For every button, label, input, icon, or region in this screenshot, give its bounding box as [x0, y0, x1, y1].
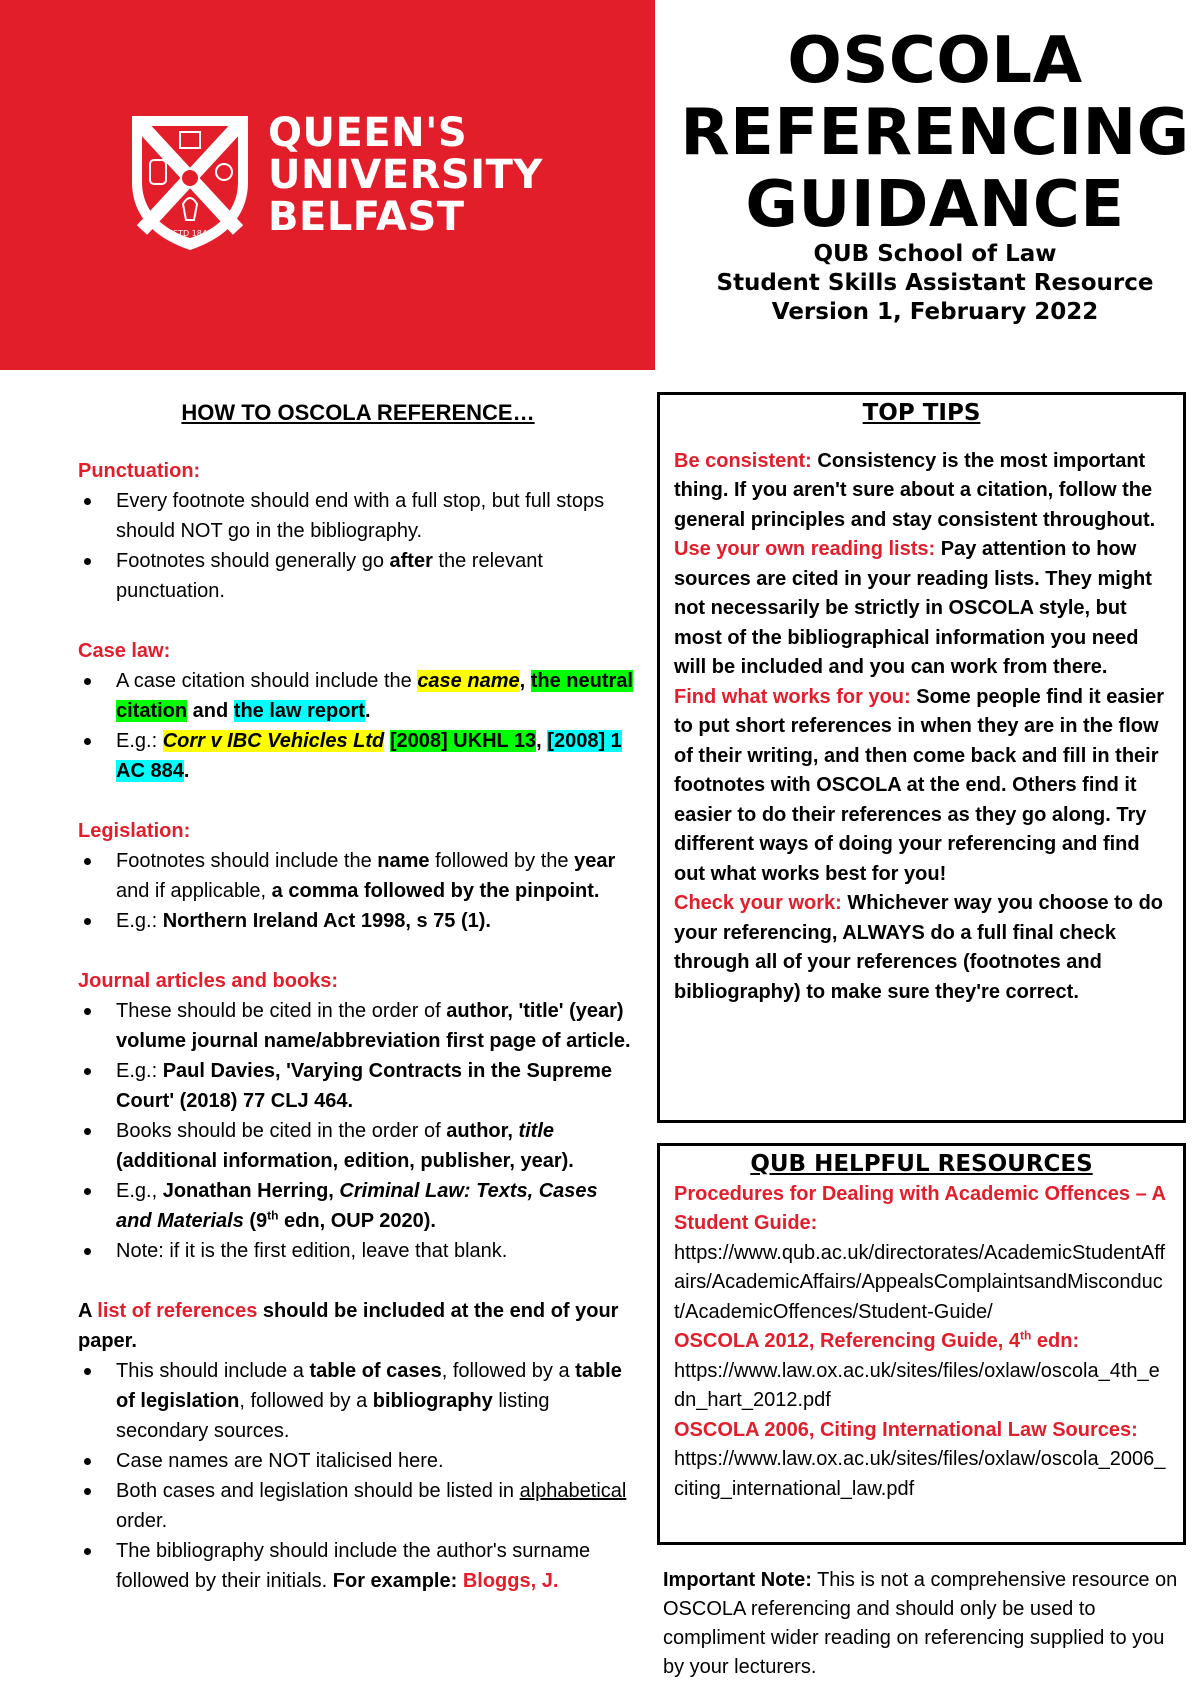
- header-banner: [0, 0, 655, 370]
- important-note: Important Note: This is not a comprehensive resource on OSCOLA referencing and should only be used to compliment wider reading on referencing supplied to you by your lecturers.: [663, 1569, 1178, 1678]
- punctuation-list: [78, 486, 638, 606]
- page-subtitle: QUB School of Law Student Skills Assistant Resource Version 1, February 2022: [716, 241, 1154, 325]
- how-to-section: [78, 398, 638, 1596]
- page-title: OSCOLA REFERENCING GUIDANCE: [680, 24, 1190, 242]
- top-tips-content: Be consistent: Consistency is the most important thing. If you aren't sure about a citation, follow the general principles and stay consistent throughout. Use your own reading lists: Pay attention to how sources are cited in your reading lists. They might not necessarily be strictly in OSCOLA style, but most of the bibliographical information you need will be included and you can work from there. Find what works for you: Some people find it easier to put short references in when they are in the flow of their writing, and then come back and fill in their footnotes with OSCOLA at the end. Others find it easier to do their references as they go along. Try different ways of doing your referencing and find out what works best for you! Check your work: Whichever way you choose to do your referencing, ALWAYS do a full final check through all of your references (footnotes and bibliography) to make sure they're correct.: [674, 449, 1165, 1003]
- list-item: Both cases and legislation should be listed in alphabetical order.: [78, 1476, 638, 1536]
- legislation-list: [78, 846, 638, 936]
- helpful-resources-box: [657, 1143, 1186, 1545]
- list-item: Books should be cited in the order of author, title (additional information, edition, publisher, year).: [78, 1116, 638, 1176]
- journals-heading: Journal articles and books:: [78, 970, 339, 992]
- list-item: E.g., Jonathan Herring, Criminal Law: Texts, Cases and Materials (9th edn, OUP 2020).: [78, 1176, 638, 1236]
- list-item: Case names are NOT italicised here.: [78, 1446, 638, 1476]
- list-item: Footnotes should include the name followed by the year and if applicable, a comma followed by the pinpoint.: [78, 846, 638, 906]
- resource-3-title: OSCOLA 2006, Citing International Law Sources:: [674, 1418, 1138, 1441]
- list-item: Note: if it is the first edition, leave that blank.: [78, 1236, 638, 1266]
- references-list: [78, 1356, 638, 1596]
- top-tips-box: [657, 392, 1186, 1123]
- how-to-title: HOW TO OSCOLA REFERENCE…: [181, 400, 535, 425]
- university-crest-icon: [128, 112, 252, 252]
- case-law-heading: Case law:: [78, 640, 171, 662]
- resource-1-title: Procedures for Dealing with Academic Offences – A Student Guide:: [674, 1182, 1166, 1234]
- list-item: Every footnote should end with a full stop, but full stops should NOT go in the bibliography.: [78, 486, 638, 546]
- resource-2-title: OSCOLA 2012, Referencing Guide, 4th edn:: [674, 1328, 1080, 1352]
- list-item: E.g.: Paul Davies, 'Varying Contracts in the Supreme Court' (2018) 77 CLJ 464.: [78, 1056, 638, 1116]
- list-item: The bibliography should include the author's surname followed by their initials. For example: Bloggs, J.: [78, 1536, 638, 1596]
- list-item: Footnotes should generally go after the relevant punctuation.: [78, 546, 638, 606]
- resource-2-link[interactable]: https://www.law.ox.ac.uk/sites/files/oxlaw/oscola_4th_edn_hart_2012.pdf: [674, 1359, 1160, 1411]
- list-item: E.g.: Northern Ireland Act 1998, s 75 (1).: [78, 906, 638, 936]
- resources-title: QUB HELPFUL RESOURCES: [750, 1151, 1093, 1177]
- svg-text:ESTD 1845: ESTD 1845: [167, 229, 213, 238]
- journals-list: [78, 996, 638, 1266]
- university-logo-text: QUEEN'S UNIVERSITY BELFAST: [268, 110, 543, 240]
- top-tips-title: TOP TIPS: [862, 400, 981, 426]
- references-intro: A list of references should be included at the end of your paper.: [78, 1300, 619, 1352]
- list-item: This should include a table of cases, followed by a table of legislation, followed by a bibliography listing secondary sources.: [78, 1356, 638, 1446]
- list-item: These should be cited in the order of author, 'title' (year) volume journal name/abbreviation first page of article.: [78, 996, 638, 1056]
- punctuation-heading: Punctuation:: [78, 460, 201, 482]
- resource-1-link[interactable]: https://www.qub.ac.uk/directorates/AcademicStudentAffairs/AcademicAffairs/AppealsComplaintsandMisconduct/AcademicOffences/Student-Guide/: [674, 1241, 1165, 1323]
- resource-3-link[interactable]: https://www.law.ox.ac.uk/sites/files/oxlaw/oscola_2006_citing_international_law.pdf: [674, 1448, 1166, 1500]
- list-item: E.g.: Corr v IBC Vehicles Ltd [2008] UKHL 13, [2008] 1 AC 884.: [78, 726, 638, 786]
- list-item: A case citation should include the case name, the neutral citation and the law report.: [78, 666, 638, 726]
- case-law-list: [78, 666, 638, 786]
- legislation-heading: Legislation:: [78, 820, 191, 842]
